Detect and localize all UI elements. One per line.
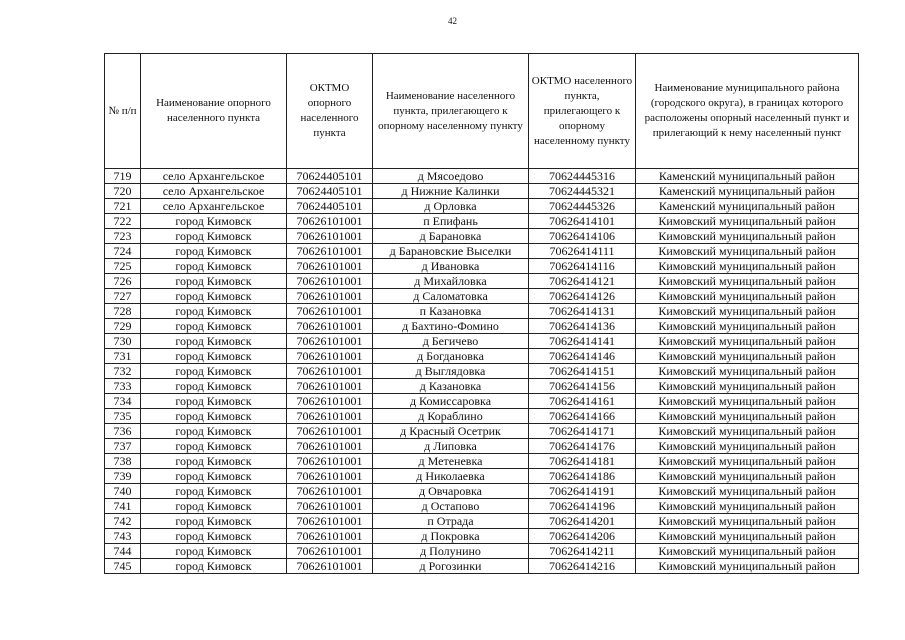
cell-adjacent-oktmo: 70626414161 (529, 394, 636, 409)
cell-municipal-district: Кимовский муниципальный район (636, 304, 859, 319)
cell-municipal-district: Каменский муниципальный район (636, 169, 859, 184)
table-row (105, 319, 859, 334)
cell-number: 744 (105, 544, 141, 559)
cell-municipal-district: Кимовский муниципальный район (636, 319, 859, 334)
cell-support-oktmo: 70626101001 (287, 259, 373, 274)
table-row (105, 484, 859, 499)
cell-adjacent-settlement: п Казановка (373, 304, 529, 319)
cell-number: 729 (105, 319, 141, 334)
table-row (105, 559, 859, 574)
cell-municipal-district: Кимовский муниципальный район (636, 544, 859, 559)
cell-support-settlement: город Кимовск (141, 469, 287, 484)
cell-support-oktmo: 70626101001 (287, 424, 373, 439)
cell-support-settlement: город Кимовск (141, 499, 287, 514)
cell-support-settlement: город Кимовск (141, 439, 287, 454)
cell-number: 725 (105, 259, 141, 274)
cell-municipal-district: Кимовский муниципальный район (636, 274, 859, 289)
cell-support-oktmo: 70626101001 (287, 559, 373, 574)
cell-municipal-district: Кимовский муниципальный район (636, 364, 859, 379)
cell-adjacent-settlement: д Покровка (373, 529, 529, 544)
cell-number: 735 (105, 409, 141, 424)
cell-support-oktmo: 70626101001 (287, 319, 373, 334)
cell-adjacent-oktmo: 70626414121 (529, 274, 636, 289)
cell-number: 721 (105, 199, 141, 214)
table-row (105, 409, 859, 424)
cell-adjacent-settlement: д Николаевка (373, 469, 529, 484)
table-row (105, 469, 859, 484)
cell-adjacent-settlement: д Михайловка (373, 274, 529, 289)
table-row (105, 394, 859, 409)
settlements-table (104, 53, 859, 574)
table-row (105, 529, 859, 544)
cell-support-oktmo: 70626101001 (287, 214, 373, 229)
cell-support-oktmo: 70626101001 (287, 529, 373, 544)
cell-support-oktmo: 70626101001 (287, 229, 373, 244)
cell-adjacent-oktmo: 70626414156 (529, 379, 636, 394)
table-row (105, 199, 859, 214)
cell-adjacent-settlement: д Барановка (373, 229, 529, 244)
cell-municipal-district: Каменский муниципальный район (636, 184, 859, 199)
cell-adjacent-settlement: д Метеневка (373, 454, 529, 469)
table-row (105, 544, 859, 559)
cell-municipal-district: Кимовский муниципальный район (636, 439, 859, 454)
cell-adjacent-settlement: д Комиссаровка (373, 394, 529, 409)
cell-adjacent-settlement: д Липовка (373, 439, 529, 454)
cell-number: 740 (105, 484, 141, 499)
cell-adjacent-oktmo: 70626414141 (529, 334, 636, 349)
cell-support-oktmo: 70626101001 (287, 379, 373, 394)
cell-adjacent-settlement: д Барановские Выселки (373, 244, 529, 259)
cell-number: 731 (105, 349, 141, 364)
cell-municipal-district: Кимовский муниципальный район (636, 424, 859, 439)
cell-adjacent-oktmo: 70626414106 (529, 229, 636, 244)
cell-support-oktmo: 70626101001 (287, 304, 373, 319)
cell-adjacent-settlement: д Богдановка (373, 349, 529, 364)
cell-adjacent-oktmo: 70626414131 (529, 304, 636, 319)
cell-adjacent-oktmo: 70626414101 (529, 214, 636, 229)
cell-adjacent-oktmo: 70626414196 (529, 499, 636, 514)
cell-number: 745 (105, 559, 141, 574)
cell-number: 727 (105, 289, 141, 304)
cell-support-oktmo: 70626101001 (287, 469, 373, 484)
cell-number: 741 (105, 499, 141, 514)
table-row (105, 379, 859, 394)
cell-number: 728 (105, 304, 141, 319)
cell-support-oktmo: 70626101001 (287, 499, 373, 514)
cell-support-oktmo: 70626101001 (287, 349, 373, 364)
cell-adjacent-settlement: д Бегичево (373, 334, 529, 349)
cell-municipal-district: Кимовский муниципальный район (636, 514, 859, 529)
cell-adjacent-settlement: д Красный Осетрик (373, 424, 529, 439)
cell-support-oktmo: 70626101001 (287, 364, 373, 379)
cell-number: 724 (105, 244, 141, 259)
header-municipal-district: Наименование муниципального района (городского округа), в границах которого расположены опорный населенный пункт и прилегающий к нему населенный пункт (636, 54, 859, 169)
cell-support-settlement: город Кимовск (141, 334, 287, 349)
cell-adjacent-oktmo: 70626414216 (529, 559, 636, 574)
cell-adjacent-settlement: д Мясоедово (373, 169, 529, 184)
cell-municipal-district: Кимовский муниципальный район (636, 499, 859, 514)
cell-adjacent-settlement: д Казановка (373, 379, 529, 394)
cell-support-settlement: село Архангельское (141, 199, 287, 214)
cell-support-oktmo: 70626101001 (287, 244, 373, 259)
cell-municipal-district: Кимовский муниципальный район (636, 394, 859, 409)
cell-support-settlement: город Кимовск (141, 364, 287, 379)
cell-adjacent-oktmo: 70624445316 (529, 169, 636, 184)
cell-adjacent-settlement: д Выглядовка (373, 364, 529, 379)
cell-adjacent-oktmo: 70626414171 (529, 424, 636, 439)
table-row (105, 334, 859, 349)
cell-support-oktmo: 70626101001 (287, 334, 373, 349)
cell-adjacent-settlement: п Отрада (373, 514, 529, 529)
cell-support-settlement: город Кимовск (141, 259, 287, 274)
cell-adjacent-oktmo: 70626414206 (529, 529, 636, 544)
table-row (105, 274, 859, 289)
cell-number: 722 (105, 214, 141, 229)
table-row (105, 229, 859, 244)
cell-support-settlement: город Кимовск (141, 319, 287, 334)
cell-support-settlement: город Кимовск (141, 544, 287, 559)
cell-support-oktmo: 70626101001 (287, 274, 373, 289)
cell-adjacent-oktmo: 70626414136 (529, 319, 636, 334)
cell-number: 723 (105, 229, 141, 244)
cell-support-settlement: город Кимовск (141, 514, 287, 529)
cell-support-oktmo: 70626101001 (287, 514, 373, 529)
cell-number: 736 (105, 424, 141, 439)
cell-support-settlement: город Кимовск (141, 214, 287, 229)
cell-support-settlement: город Кимовск (141, 274, 287, 289)
cell-municipal-district: Кимовский муниципальный район (636, 529, 859, 544)
table-row (105, 439, 859, 454)
cell-municipal-district: Кимовский муниципальный район (636, 229, 859, 244)
cell-support-oktmo: 70626101001 (287, 409, 373, 424)
cell-adjacent-oktmo: 70626414166 (529, 409, 636, 424)
cell-number: 739 (105, 469, 141, 484)
cell-adjacent-settlement: д Нижние Калинки (373, 184, 529, 199)
table-row (105, 184, 859, 199)
cell-municipal-district: Кимовский муниципальный район (636, 349, 859, 364)
cell-number: 726 (105, 274, 141, 289)
cell-support-settlement: село Архангельское (141, 184, 287, 199)
cell-support-settlement: город Кимовск (141, 289, 287, 304)
cell-support-settlement: город Кимовск (141, 424, 287, 439)
cell-support-settlement: село Архангельское (141, 169, 287, 184)
cell-support-oktmo: 70624405101 (287, 199, 373, 214)
cell-adjacent-settlement: д Орловка (373, 199, 529, 214)
cell-number: 743 (105, 529, 141, 544)
cell-adjacent-oktmo: 70626414126 (529, 289, 636, 304)
table-row (105, 259, 859, 274)
cell-support-settlement: город Кимовск (141, 349, 287, 364)
cell-number: 720 (105, 184, 141, 199)
cell-adjacent-settlement: д Остапово (373, 499, 529, 514)
cell-municipal-district: Кимовский муниципальный район (636, 289, 859, 304)
table-row (105, 454, 859, 469)
cell-support-oktmo: 70626101001 (287, 289, 373, 304)
cell-municipal-district: Кимовский муниципальный район (636, 244, 859, 259)
cell-number: 733 (105, 379, 141, 394)
cell-support-settlement: город Кимовск (141, 484, 287, 499)
cell-support-settlement: город Кимовск (141, 559, 287, 574)
cell-support-oktmo: 70626101001 (287, 544, 373, 559)
cell-municipal-district: Кимовский муниципальный район (636, 454, 859, 469)
cell-adjacent-oktmo: 70626414181 (529, 454, 636, 469)
table-body (105, 169, 859, 574)
header-adjacent-settlement: Наименование населенного пункта, прилегающего к опорному населенному пункту (373, 54, 529, 169)
table-row (105, 349, 859, 364)
cell-adjacent-settlement: д Кораблино (373, 409, 529, 424)
cell-number: 738 (105, 454, 141, 469)
cell-municipal-district: Кимовский муниципальный район (636, 409, 859, 424)
header-support-settlement: Наименование опорного населенного пункта (141, 54, 287, 169)
cell-support-settlement: город Кимовск (141, 409, 287, 424)
cell-support-settlement: город Кимовск (141, 229, 287, 244)
cell-municipal-district: Кимовский муниципальный район (636, 334, 859, 349)
cell-municipal-district: Кимовский муниципальный район (636, 469, 859, 484)
cell-adjacent-oktmo: 70626414191 (529, 484, 636, 499)
cell-number: 719 (105, 169, 141, 184)
cell-number: 730 (105, 334, 141, 349)
cell-adjacent-settlement: д Ивановка (373, 259, 529, 274)
cell-support-oktmo: 70626101001 (287, 484, 373, 499)
cell-number: 742 (105, 514, 141, 529)
cell-support-oktmo: 70626101001 (287, 394, 373, 409)
cell-adjacent-oktmo: 70624445321 (529, 184, 636, 199)
page-number: 42 (448, 16, 457, 26)
cell-support-oktmo: 70624405101 (287, 169, 373, 184)
cell-support-settlement: город Кимовск (141, 529, 287, 544)
table-row (105, 304, 859, 319)
cell-municipal-district: Каменский муниципальный район (636, 199, 859, 214)
header-number: № п/п (105, 54, 141, 169)
cell-adjacent-settlement: д Полунино (373, 544, 529, 559)
cell-adjacent-settlement: д Саломатовка (373, 289, 529, 304)
cell-support-settlement: город Кимовск (141, 304, 287, 319)
table-row (105, 214, 859, 229)
cell-adjacent-oktmo: 70624445326 (529, 199, 636, 214)
cell-adjacent-oktmo: 70626414186 (529, 469, 636, 484)
cell-adjacent-oktmo: 70626414176 (529, 439, 636, 454)
table-row (105, 514, 859, 529)
cell-municipal-district: Кимовский муниципальный район (636, 484, 859, 499)
table-row (105, 244, 859, 259)
cell-number: 734 (105, 394, 141, 409)
cell-adjacent-oktmo: 70626414111 (529, 244, 636, 259)
table-row (105, 169, 859, 184)
cell-adjacent-oktmo: 70626414201 (529, 514, 636, 529)
cell-municipal-district: Кимовский муниципальный район (636, 259, 859, 274)
cell-adjacent-oktmo: 70626414146 (529, 349, 636, 364)
cell-adjacent-settlement: п Епифань (373, 214, 529, 229)
cell-adjacent-oktmo: 70626414151 (529, 364, 636, 379)
cell-support-oktmo: 70626101001 (287, 439, 373, 454)
table-row (105, 289, 859, 304)
cell-number: 737 (105, 439, 141, 454)
cell-support-settlement: город Кимовск (141, 394, 287, 409)
table-row (105, 499, 859, 514)
cell-support-settlement: город Кимовск (141, 244, 287, 259)
cell-municipal-district: Кимовский муниципальный район (636, 214, 859, 229)
cell-support-settlement: город Кимовск (141, 379, 287, 394)
cell-adjacent-oktmo: 70626414211 (529, 544, 636, 559)
cell-number: 732 (105, 364, 141, 379)
cell-adjacent-settlement: д Овчаровка (373, 484, 529, 499)
cell-support-oktmo: 70624405101 (287, 184, 373, 199)
table-row (105, 364, 859, 379)
header-support-oktmo: ОКТМО опорного населенного пункта (287, 54, 373, 169)
cell-municipal-district: Кимовский муниципальный район (636, 379, 859, 394)
table-row (105, 424, 859, 439)
cell-adjacent-settlement: д Рогозинки (373, 559, 529, 574)
cell-support-settlement: город Кимовск (141, 454, 287, 469)
table-header-row (105, 54, 859, 169)
cell-support-oktmo: 70626101001 (287, 454, 373, 469)
header-adjacent-oktmo: ОКТМО населенного пункта, прилегающего к опорному населенному пункту (529, 54, 636, 169)
cell-municipal-district: Кимовский муниципальный район (636, 559, 859, 574)
cell-adjacent-oktmo: 70626414116 (529, 259, 636, 274)
cell-adjacent-settlement: д Бахтино-Фомино (373, 319, 529, 334)
